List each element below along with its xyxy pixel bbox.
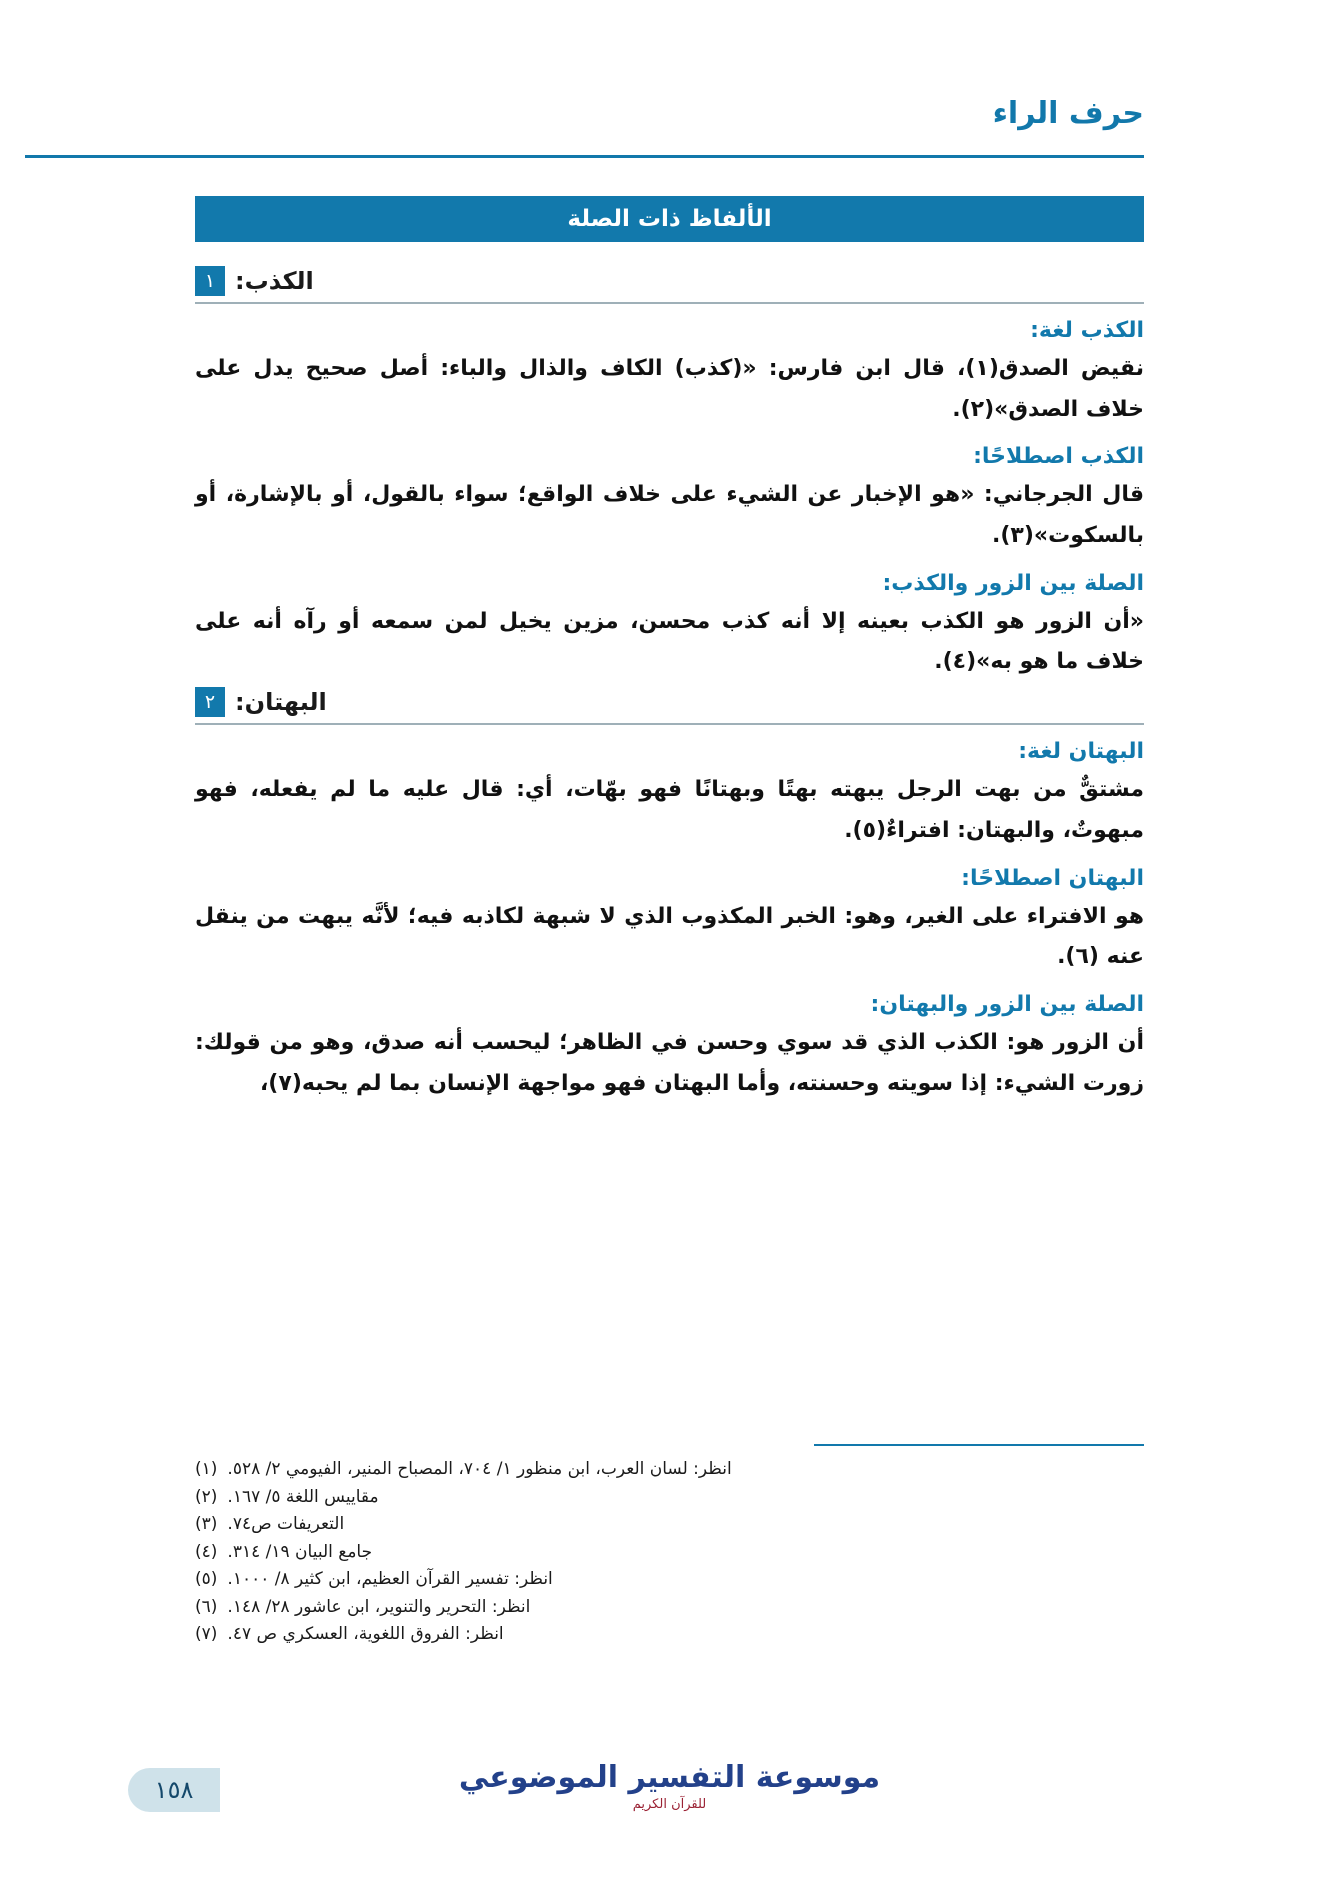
footnote-divider xyxy=(814,1444,1144,1446)
footnote-number: (٣) xyxy=(195,1514,218,1535)
entry-divider xyxy=(195,302,1144,304)
subheading-lugha: الكذب لغة: xyxy=(1030,318,1144,343)
entry-number-badge: ٢ xyxy=(195,687,225,717)
footnote-text: التعريفات ص٧٤. xyxy=(227,1514,345,1535)
entry-title: البهتان: xyxy=(235,688,327,717)
logo-secondary-text: للقرآن الكريم xyxy=(632,1797,707,1812)
footnote-number: (٤) xyxy=(195,1541,218,1562)
entry-2 xyxy=(195,687,1144,1104)
logo-primary-text: موسوعة التفسير الموضوعي xyxy=(458,1760,881,1795)
subheading-istilah: البهتان اصطلاحًا: xyxy=(961,865,1144,891)
entry-1 xyxy=(195,266,1144,683)
footnote-number: (٦) xyxy=(195,1596,218,1617)
paragraph-lugha: مشتقٌّ من بهت الرجل يبهته بهتًا وبهتانًا فهو بهّات، أي: قال عليه ما لم يفعله، فهو مبهوتٌ، والبهتان: افتراءٌ(٥). xyxy=(195,777,1144,843)
page-number-badge: ١٥٨ xyxy=(128,1768,220,1812)
footnote-text: انظر: لسان العرب، ابن منظور ١/ ٧٠٤، المصباح المنير، الفيومي ٢/ ٥٢٨. xyxy=(227,1459,732,1479)
footnotes-list xyxy=(195,1456,1144,1649)
footnote-text: انظر: تفسير القرآن العظيم، ابن كثير ٨/ ١٠٠٠. xyxy=(227,1569,553,1590)
publisher-logo xyxy=(459,1760,880,1812)
entry-heading xyxy=(195,266,1144,296)
subheading-relation: الصلة بين الزور والبهتان: xyxy=(870,991,1144,1017)
footnote-number: (٥) xyxy=(195,1569,218,1590)
footnote-text: انظر: الفروق اللغوية، العسكري ص ٤٧. xyxy=(227,1624,504,1645)
footnote-item xyxy=(195,1456,1144,1484)
subheading-lugha: البهتان لغة: xyxy=(1018,739,1144,765)
entry-heading xyxy=(195,687,1144,717)
paragraph-lugha: نقيض الصدق(١)، قال ابن فارس: «(كذب) الكاف والذال والباء: أصل صحيح يدل على خلاف الصدق»(٢). xyxy=(195,356,1144,422)
footnote-item xyxy=(195,1566,1144,1594)
footnote-text: جامع البيان ١٩/ ٣١٤. xyxy=(227,1541,373,1562)
entry-divider xyxy=(195,723,1144,725)
entry-number-badge: ١ xyxy=(195,266,225,296)
footnote-number: (٢) xyxy=(195,1486,218,1507)
paragraph-relation: أن الزور هو: الكذب الذي قد سوي وحسن في الظاهر؛ ليحسب أنه صدق، وهو من قولك: زورت الشيء: إذا سويته وحسنته، وأما البهتان فهو مواجهة الإنسان بما لم يحبه(٧)، xyxy=(195,1029,1144,1096)
footnote-text: مقاييس اللغة ٥/ ١٦٧. xyxy=(227,1486,379,1507)
footnote-item xyxy=(195,1484,1144,1512)
section-banner-label: الألفاظ ذات الصلة xyxy=(567,206,772,232)
subheading-istilah: الكذب اصطلاحًا: xyxy=(973,444,1144,470)
entry-title: الكذب: xyxy=(235,267,314,295)
paragraph-relation: «أن الزور هو الكذب بعينه إلا أنه كذب محسن، مزين يخيل لمن سمعه أو رآه أنه على خلاف ما هو به»(٤). xyxy=(195,608,1144,675)
footnote-number: (٧) xyxy=(195,1624,218,1645)
paragraph-istilah: هو الافتراء على الغير، وهو: الخبر المكذوب الذي لا شبهة لكاذبه فيه؛ لأنَّه يبهت من ينقل عنه (٦). xyxy=(195,903,1144,970)
subheading-relation: الصلة بين الزور والكذب: xyxy=(882,570,1144,596)
chapter-title: حرف الراء xyxy=(992,96,1144,131)
main-content xyxy=(195,262,1144,1108)
footnote-item xyxy=(195,1621,1144,1649)
footnote-item xyxy=(195,1511,1144,1539)
footnote-text: انظر: التحرير والتنوير، ابن عاشور ٢٨/ ١٤٨. xyxy=(227,1596,531,1617)
paragraph-istilah: قال الجرجاني: «هو الإخبار عن الشيء على خلاف الواقع؛ سواء بالقول، أو بالإشارة، أو بالسكوت»(٣). xyxy=(195,482,1144,549)
page-header xyxy=(195,96,1144,158)
footnote-number: (١) xyxy=(195,1459,218,1479)
footnote-item xyxy=(195,1594,1144,1622)
footnote-item xyxy=(195,1539,1144,1567)
section-banner xyxy=(195,196,1144,242)
header-divider xyxy=(25,155,1144,158)
page-footer xyxy=(0,1760,1339,1832)
